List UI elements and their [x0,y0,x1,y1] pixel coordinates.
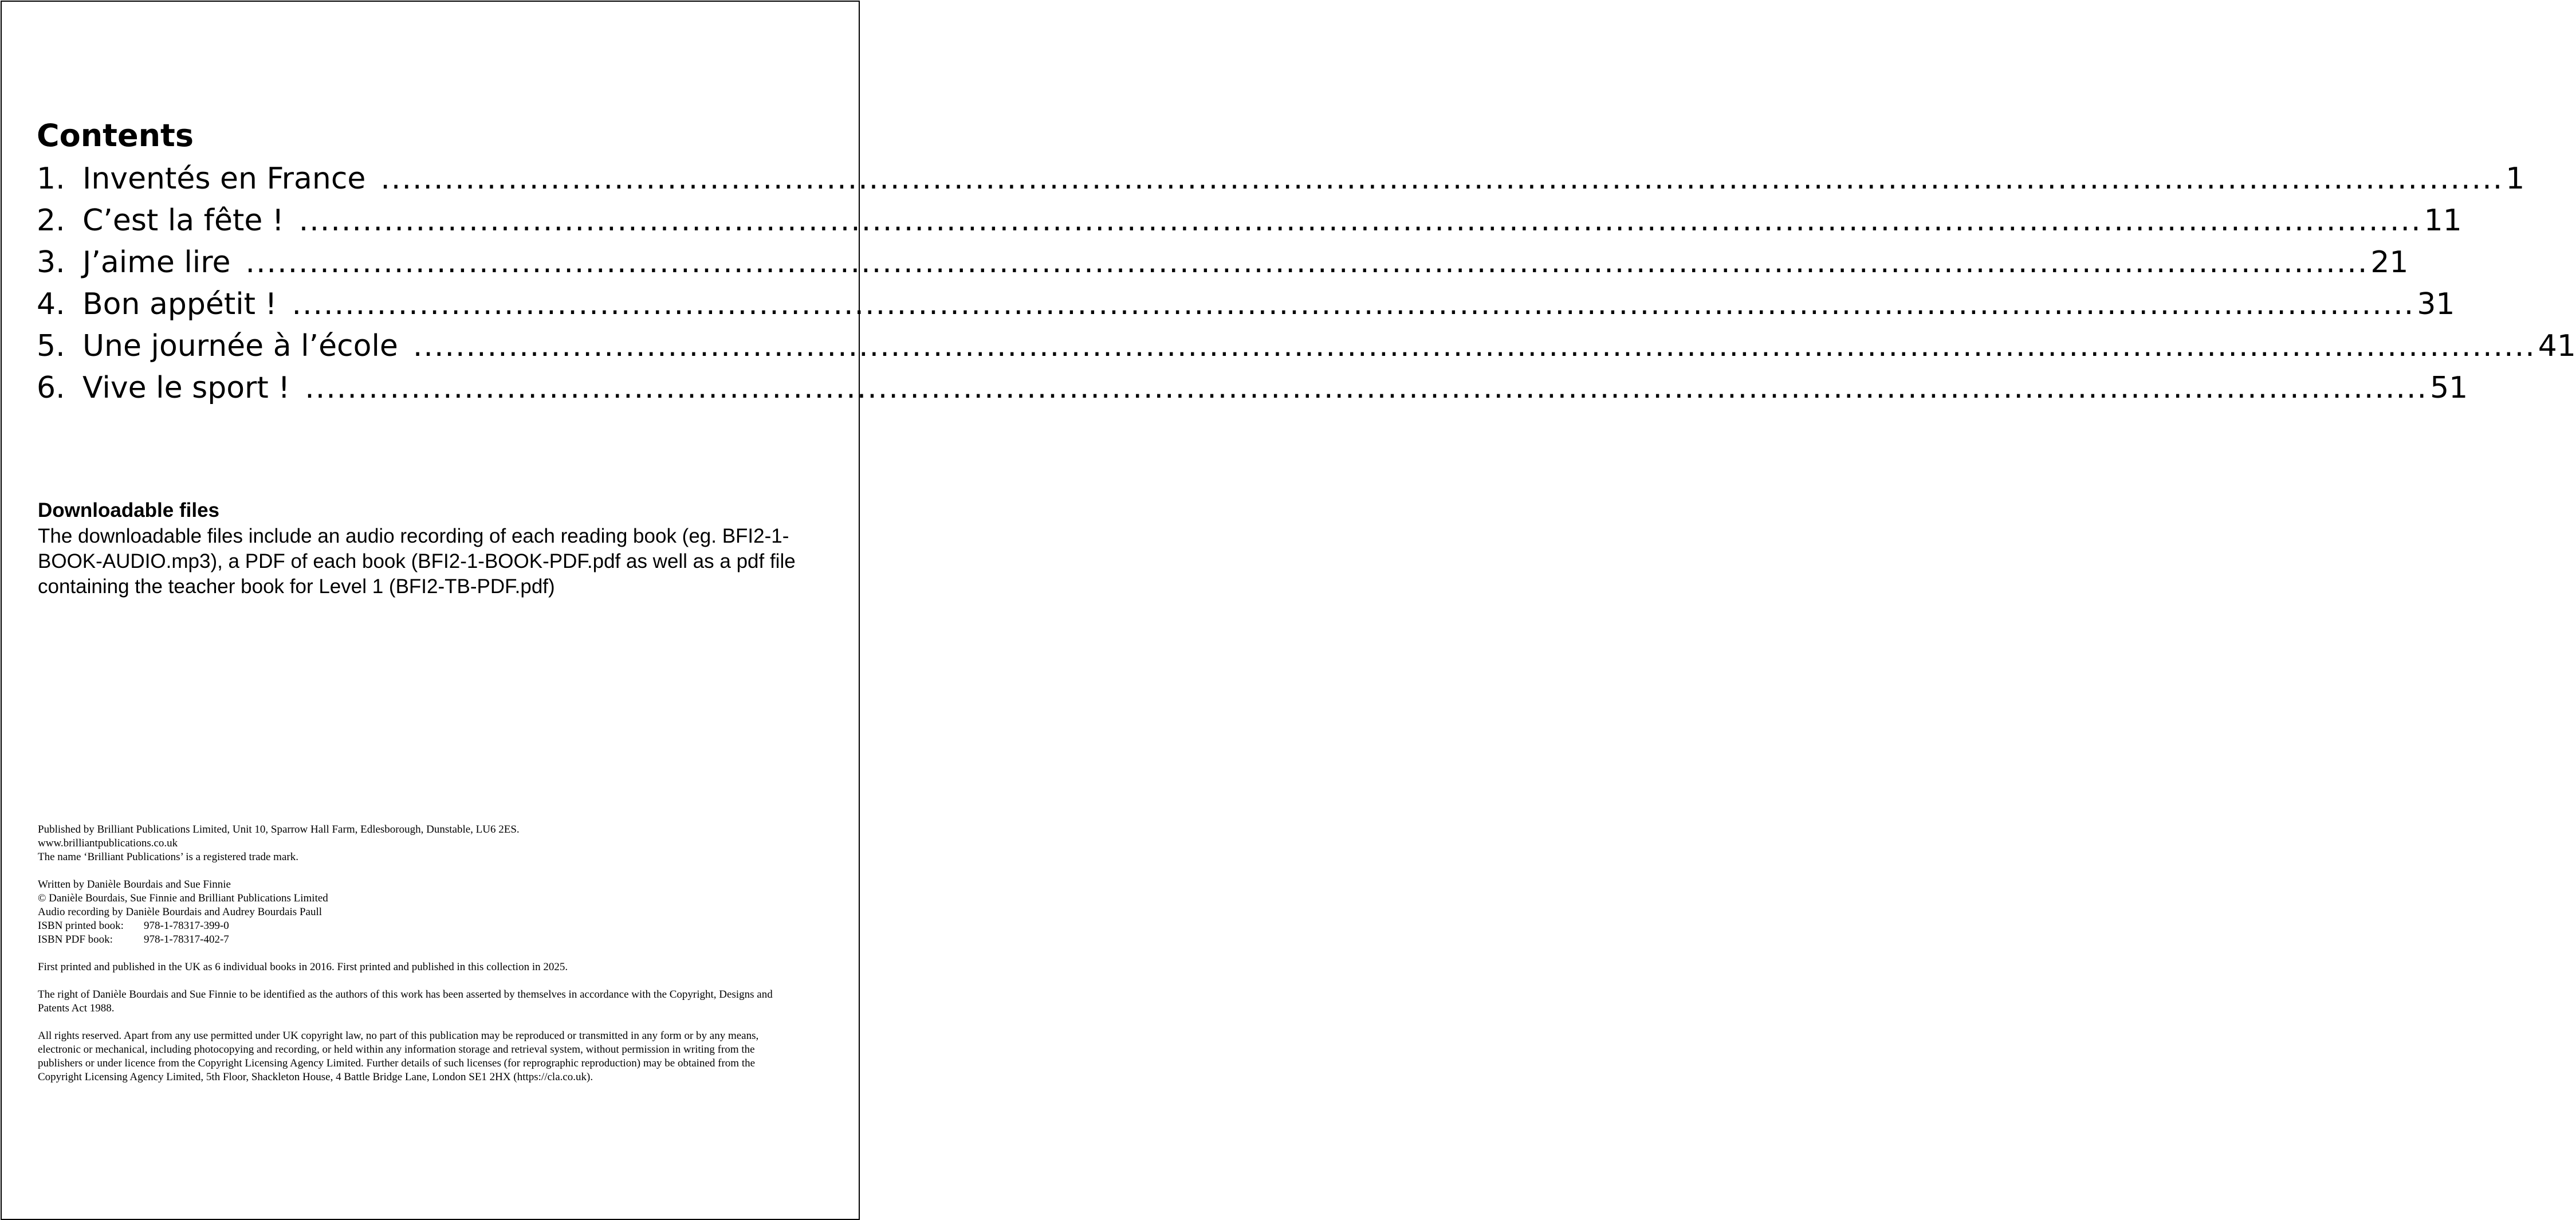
toc-entry-page: 31 [2417,287,2455,321]
toc-entry-page: 41 [2538,329,2576,363]
toc-entry-title: Inventés en France [82,162,366,196]
isbn-pdf-line [38,933,800,947]
toc-entry-number: 6. [37,371,65,405]
trademark-notice: The name ‘Brilliant Publications’ is a registered trade mark. [38,851,298,863]
first-printed-notice: First printed and published in the UK as 6 individual books in 2016. First printed and published in this collection in 2025. [38,961,568,973]
contents-title: Contents [37,117,194,154]
toc-entry-number: 2. [37,203,65,238]
toc-entry-title: Une journée à l’école [82,329,398,363]
toc-leader-dots: ........................................................................................................................................................................................................ [380,162,2504,196]
toc-entry-title: Vive le sport ! [82,371,290,405]
isbn-printed-value: 978-1-78317-399-0 [144,920,229,932]
toc-entry[interactable] [37,367,2468,409]
isbn-printed-label: ISBN printed book: [38,920,124,932]
downloadable-files-heading: Downloadable files [38,499,219,521]
toc-leader-dots: ........................................................................................................................................................................................................ [292,287,2415,321]
imprint-section [38,823,800,1084]
downloadable-files-description: The downloadable files include an audio recording of each reading book (eg. BFI2-1-BOOK-AUDIO.mp3), a PDF of each book (BFI2-1-BOOK-PDF.pdf as well as a pdf file containing the teacher book for Level 1 (BFI2-TB-PDF.pdf) [38,525,796,598]
toc-entry[interactable] [37,158,2525,200]
toc-entry-title: Bon appétit ! [82,287,277,321]
toc-entry-number: 5. [37,329,65,363]
copyright-line: © Danièle Bourdais, Sue Finnie and Brilliant Publications Limited [38,892,328,904]
toc-entry-title: J’aime lire [82,245,231,280]
toc-entry-page: 1 [2506,162,2525,196]
publisher-address: Published by Brilliant Publications Limited, Unit 10, Sparrow Hall Farm, Edlesborough, Dunstable, LU6 2ES. [38,823,520,835]
toc-leader-dots: ........................................................................................................................................................................................................ [412,329,2536,363]
toc-entry[interactable] [37,242,2409,284]
publisher-website[interactable]: www.brilliantpublications.co.uk [38,837,178,849]
toc-entry[interactable] [37,325,2576,367]
toc-leader-dots: ........................................................................................................................................................................................................ [305,371,2428,405]
toc-entry-number: 1. [37,162,65,196]
isbn-pdf-value: 978-1-78317-402-7 [144,933,229,946]
toc-entry-title: C’est la fête ! [82,203,284,238]
all-rights-reserved-notice: All rights reserved. Apart from any use permitted under UK copyright law, no part of this publication may be reproduced or transmitted in any form or by any means, electronic or mechanical, including photocopying and recording, or held within any information storage and retrieval system, without permission in writing from the publishers or under licence from the Copyright Licensing Agency Limited. Further details of such licenses (for reprographic reproduction) may be obtained from the Copyright Licensing Agency Limited, 5th Floor, Shackleton House, 4 Battle Bridge Lane, London SE1 2HX (https://cla.co.uk). [38,1030,759,1083]
toc-leader-dots: ........................................................................................................................................................................................................ [298,203,2422,238]
table-of-contents [37,158,2576,409]
isbn-printed-line [38,919,800,933]
toc-entry-number: 3. [37,245,65,280]
toc-entry-number: 4. [37,287,65,321]
authors-line: Written by Danièle Bourdais and Sue Finnie [38,878,231,891]
toc-entry[interactable] [37,284,2455,325]
toc-leader-dots: ........................................................................................................................................................................................................ [245,245,2369,280]
isbn-pdf-label: ISBN PDF book: [38,933,113,946]
toc-entry-page: 11 [2424,203,2462,238]
moral-rights-notice: The right of Danièle Bourdais and Sue Finnie to be identified as the authors of this work has been asserted by themselves in accordance with the Copyright, Designs and Patents Act 1988. [38,988,773,1014]
toc-entry-page: 51 [2430,371,2468,405]
audio-credit: Audio recording by Danièle Bourdais and Audrey Bourdais Paull [38,906,323,918]
toc-entry-page: 21 [2370,245,2409,280]
toc-entry[interactable] [37,200,2462,242]
